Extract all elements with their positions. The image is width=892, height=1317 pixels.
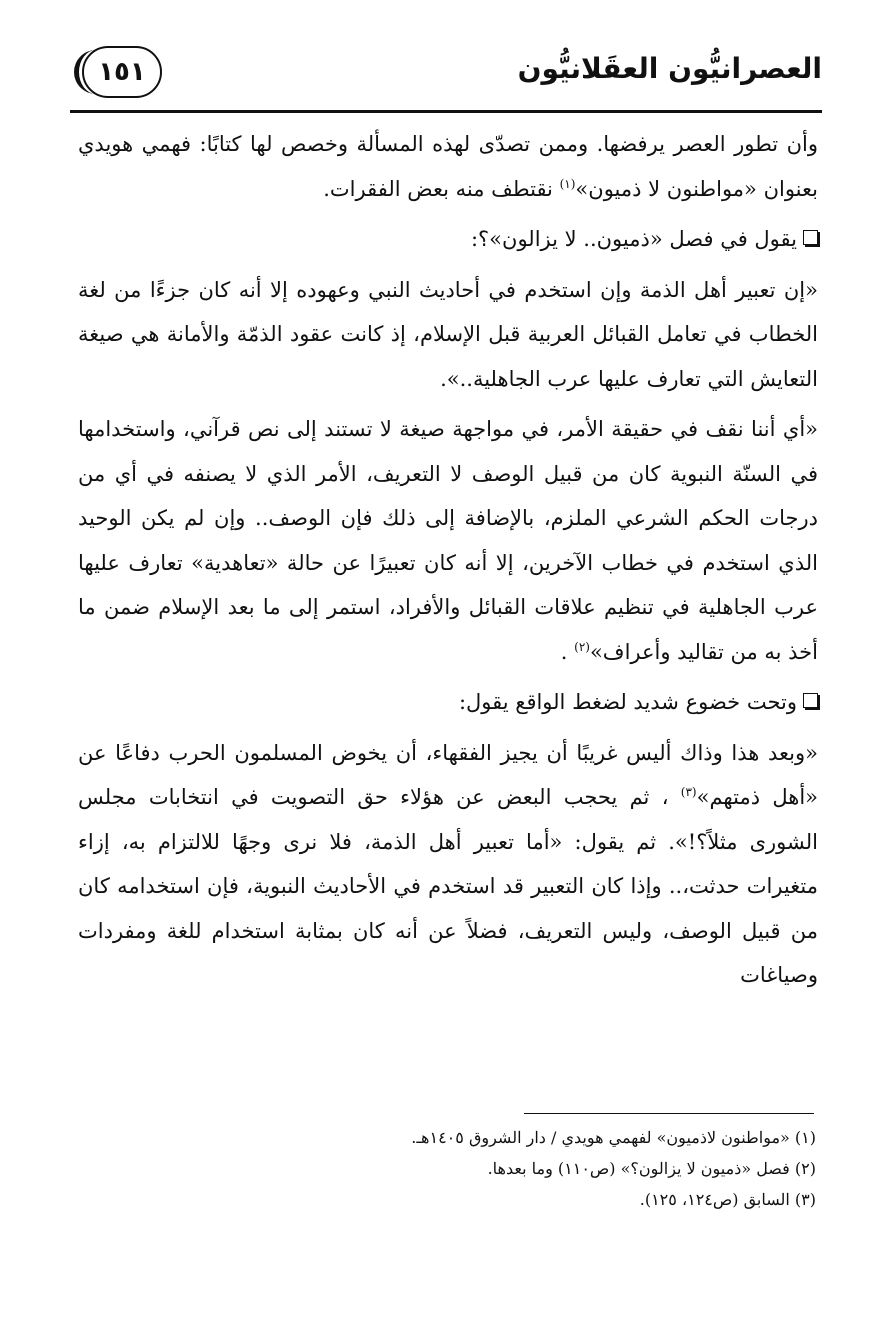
page-number-badge: [82, 46, 162, 98]
footnote-ref-3: (٣): [680, 785, 697, 799]
footnotes: [78, 1122, 816, 1215]
running-title: العصرانيُّون العقَلانيُّون: [517, 52, 822, 85]
page-header: [70, 40, 822, 110]
paragraph-6: [78, 731, 818, 998]
paragraph-3-text: «إن تعبير أهل الذمة وإن استخدم في أحاديث النبي وعهوده إلا أنه كان جزءًا من لغة الخطاب في تعامل القبائل العربية قبل الإسلام، إذ كانت عقود الذمّة والأمانة هي صيغة التعايش التي تعارف عليها عرب الجاهلية..».: [78, 277, 818, 391]
paragraph-1: [78, 122, 818, 211]
page-number: ١٥١: [98, 57, 146, 87]
footnote-separator: [524, 1113, 814, 1114]
footnote-2: (٢) فصل «ذميون لا يزالون؟» (ص١١٠) وما بعدها.: [487, 1159, 816, 1178]
paragraph-1-tail: نقتطف منه بعض الفقرات.: [323, 176, 560, 201]
paragraph-5: [78, 680, 818, 725]
paragraph-6-tail: ، ثم يحجب البعض عن هؤلاء حق التصويت في انتخابات مجلس الشورى مثلاً؟!». ثم يقول: «أما تعبير أهل الذمة، فلا نرى وجهًا للالتزام به، إزاء متغيرات حدثت،.. وإذا كان التعبير قد استخدم في الأحاديث النبوية، فإن استخدامه كان من قبيل الوصف، وليس التعريف، فضلاً عن أنه كان بمثابة استخدام للغة ومفردات وصياغات: [78, 785, 818, 987]
paragraph-1-text: وأن تطور العصر يرفضها. وممن تصدّى لهذه المسألة وخصص لها كتابًا: فهمي هويدي بعنوان «مواطنون لا ذميون»: [78, 132, 818, 201]
footnote-3: (٣) السابق (ص١٢٤، ١٢٥).: [639, 1190, 816, 1209]
paragraph-4-tail: .: [560, 639, 575, 664]
square-bullet-icon: [803, 230, 818, 245]
paragraph-2-text: يقول في فصل «ذميون.. لا يزالون»؟:: [470, 227, 797, 251]
paragraph-5-text: وتحت خضوع شديد لضغط الواقع يقول:: [458, 690, 797, 714]
footnote-ref-1: (١): [559, 176, 576, 191]
paragraph-3: [78, 268, 818, 402]
footnote-1: (١) «مواطنون لاذميون» لفهمي هويدي / دار الشروق ١٤٠٥هـ.: [411, 1128, 816, 1147]
body-text: [78, 122, 818, 998]
square-bullet-icon: [803, 693, 818, 708]
paragraph-6-text: «وبعد هذا وذاك أليس غريبًا أن يجيز الفقهاء، أن يخوض المسلمون الحرب دفاعًا عن «أهل ذمتهم»: [78, 740, 819, 809]
header-rule: [70, 110, 822, 113]
paragraph-2: [78, 217, 818, 262]
paragraph-4-text: «أي أننا نقف في حقيقة الأمر، في مواجهة صيغة لا تستند إلى نص قرآني، واستخدامها في السنّة النبوية كان من قبيل الوصف لا التعريف، الأمر الذي لا يصنفه في أي من درجات الحكم الشرعي الملزم، بالإضافة إلى ذلك فإن الوصف.. وإن لم يكن الوحيد الذي استخدم في خطاب الآخرين، إلا أنه كان تعبيرًا عن حالة «تعاهدية» تعارف عليها عرب الجاهلية في تنظيم علاقات القبائل والأفراد، استمر إلى ما بعد الإسلام ضمن ما أخذ به من تقاليد وأعراف»: [78, 417, 818, 664]
paragraph-4: [78, 407, 818, 674]
footnote-ref-2: (٢): [574, 639, 590, 654]
